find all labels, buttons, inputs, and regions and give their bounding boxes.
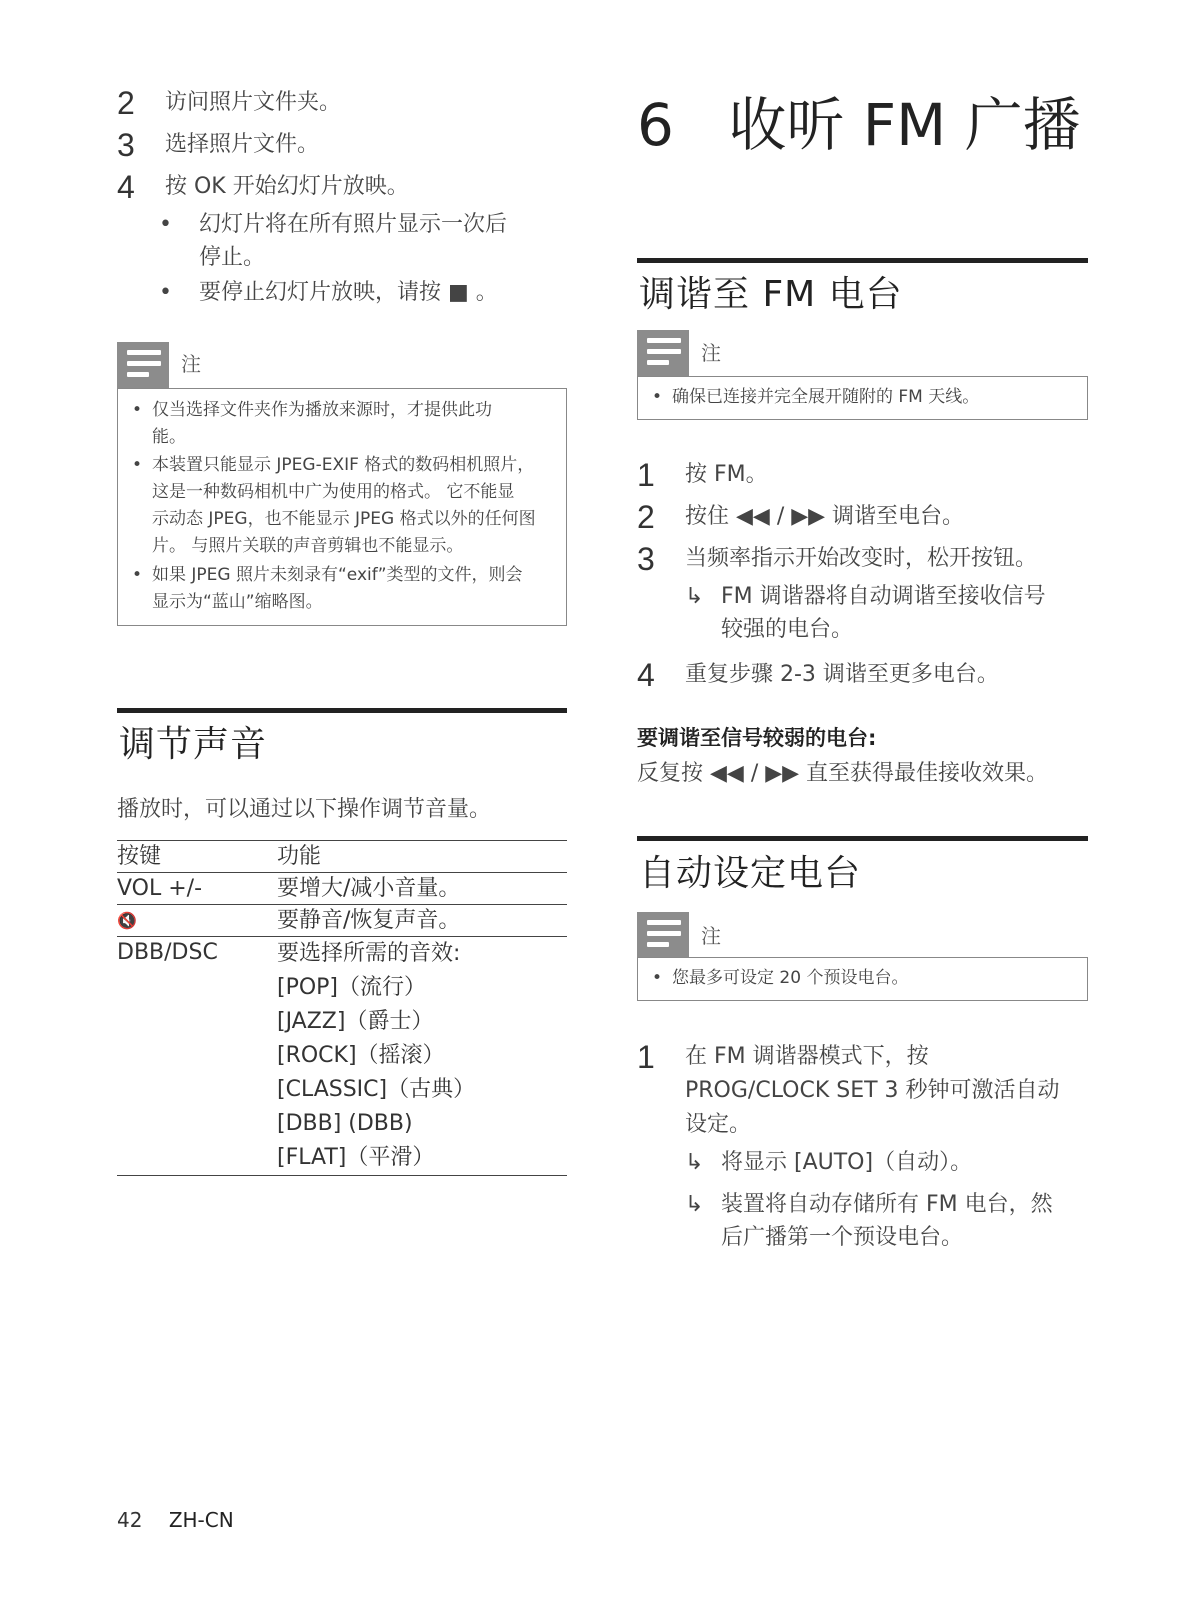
note-item-2 <box>132 452 536 560</box>
tune-heading: 调谐至 FM 电台 <box>639 274 903 315</box>
result-line: 较强的电台。 <box>721 617 854 642</box>
step-text: 按住 ◀◀ / ▶▶ 调谐至电台。 <box>685 504 965 529</box>
auto-step-1 <box>637 1040 1060 1142</box>
result-line: 将显示 [AUTO]（自动）。 <box>721 1150 973 1175</box>
tune-step-1 <box>637 458 768 492</box>
result-arrow-icon: ↳ <box>685 1192 704 1217</box>
bullet-icon: • <box>132 400 143 420</box>
auto-result-1 <box>685 1146 972 1179</box>
step-number: 2 <box>117 85 135 121</box>
page-number: 42 <box>117 1508 143 1532</box>
bullet-icon: • <box>132 565 143 585</box>
func-line: [POP]（流行） <box>277 975 427 1000</box>
step-line: 在 FM 调谐器模式下，按 <box>685 1044 929 1069</box>
chapter-number: 6 <box>637 91 674 159</box>
step3-result <box>685 580 1046 646</box>
func-line: [DBB] (DBB) <box>277 1111 413 1136</box>
sound-intro: 播放时，可以通过以下操作调节音量。 <box>117 797 492 822</box>
step-text: 访问照片文件夹。 <box>165 90 342 115</box>
bullet-icon: • <box>159 280 172 305</box>
language-code: ZH-CN <box>168 1508 234 1532</box>
step-text: 选择照片文件。 <box>165 132 320 157</box>
step-text: 按 OK 开始幻灯片放映。 <box>165 174 409 199</box>
note-icon <box>637 912 689 958</box>
bullet-text: 停止。 <box>199 245 266 270</box>
step-2 <box>117 86 341 120</box>
step4-bullet-1 <box>159 208 508 241</box>
func-line: [JAZZ]（爵士） <box>277 1009 434 1034</box>
table-func: 要静音/恢复声音。 <box>277 908 461 933</box>
result-line: FM 调谐器将自动调谐至接收信号 <box>721 584 1046 609</box>
step-3 <box>117 128 319 162</box>
bullet-text: 幻灯片将在所有照片显示一次后 <box>199 212 508 237</box>
table-header-func: 功能 <box>277 844 322 869</box>
note-label: 注 <box>701 924 721 948</box>
step-text <box>685 1040 1060 1142</box>
note-box <box>637 957 1088 1001</box>
table-key: DBB/DSC <box>117 940 218 965</box>
step-number: 1 <box>637 1039 655 1075</box>
section-rule <box>637 258 1088 263</box>
table-func <box>277 937 567 1176</box>
result-arrow-icon: ↳ <box>685 1150 704 1175</box>
tune-step-2 <box>637 500 964 534</box>
bullet-icon: • <box>652 387 663 407</box>
page-footer <box>117 1508 234 1532</box>
table-key: VOL +/- <box>117 876 203 901</box>
note-line: 您最多可设定 20 个预设电台。 <box>672 968 909 988</box>
note-line: 如果 JPEG 照片未刻录有“exif”类型的文件，则会 <box>152 565 523 585</box>
note-item-3 <box>132 562 523 616</box>
note-line: 示动态 JPEG，也不能显示 JPEG 格式以外的任何图 <box>152 509 536 529</box>
step-number: 3 <box>117 127 135 163</box>
step-text: 当频率指示开始改变时，松开按钮。 <box>685 546 1038 571</box>
note-label: 注 <box>181 352 201 376</box>
note-icon <box>637 330 689 376</box>
weak-signal-text: 反复按 ◀◀ / ▶▶ 直至获得最佳接收效果。 <box>637 761 1049 786</box>
func-line: [ROCK]（摇滚） <box>277 1043 445 1068</box>
result-line: 装置将自动存储所有 FM 电台，然 <box>721 1192 1053 1217</box>
bullet-text: 要停止幻灯片放映，请按 ■ 。 <box>199 280 498 305</box>
note-item <box>652 384 980 411</box>
mute-icon: 🔇 <box>117 911 137 930</box>
note-line: 显示为“蓝山”缩略图。 <box>152 592 323 612</box>
result-line: 后广播第一个预设电台。 <box>721 1225 964 1250</box>
tune-step-3 <box>637 542 1037 576</box>
note-icon <box>117 342 169 388</box>
step-number: 2 <box>637 499 655 535</box>
table-row <box>117 873 567 905</box>
key-function-table <box>117 840 567 1176</box>
note-line: 这是一种数码相机中广为使用的格式。 它不能显 <box>152 482 515 502</box>
func-line: [CLASSIC]（古典） <box>277 1077 476 1102</box>
section-rule <box>117 708 567 713</box>
tune-step-4 <box>637 658 999 692</box>
note-label: 注 <box>701 341 721 365</box>
sound-heading: 调节声音 <box>119 724 268 765</box>
note-line: 片。 与照片关联的声音剪辑也不能显示。 <box>152 536 464 556</box>
auto-heading: 自动设定电台 <box>639 853 862 894</box>
bullet-icon: • <box>652 968 663 988</box>
step-text: 按 FM。 <box>685 462 768 487</box>
note-box <box>637 376 1088 420</box>
step-line: PROG/CLOCK SET 3 秒钟可激活自动 <box>685 1078 1060 1103</box>
table-func: 要增大/减小音量。 <box>277 876 461 901</box>
step4-bullet-2 <box>159 276 498 309</box>
step-line: 设定。 <box>685 1112 752 1137</box>
table-header-key: 按键 <box>117 844 162 869</box>
step4-bullet-1-cont <box>199 241 265 274</box>
bullet-icon: • <box>132 455 143 475</box>
table-row <box>117 905 567 937</box>
auto-result-2 <box>685 1188 1053 1254</box>
result-arrow-icon: ↳ <box>685 584 704 609</box>
note-item-1 <box>132 397 492 451</box>
table-row <box>117 937 567 1176</box>
bullet-icon: • <box>159 212 172 237</box>
note-line: 仅当选择文件夹作为播放来源时，才提供此功 <box>152 400 492 420</box>
step-text: 重复步骤 2-3 调谐至更多电台。 <box>685 662 999 687</box>
func-line: [FLAT]（平滑） <box>277 1145 435 1170</box>
note-line: 本装置只能显示 JPEG-EXIF 格式的数码相机照片， <box>152 455 535 475</box>
weak-signal-heading: 要调谐至信号较弱的电台: <box>637 726 877 750</box>
section-rule <box>637 836 1088 841</box>
step-4 <box>117 170 409 204</box>
func-line: 要选择所需的音效: <box>277 941 461 966</box>
step-number: 1 <box>637 457 655 493</box>
note-item <box>652 965 909 992</box>
table-header-row <box>117 841 567 873</box>
note-line: 能。 <box>152 427 186 447</box>
note-box <box>117 388 567 626</box>
step-number: 4 <box>117 169 135 205</box>
chapter-name: 收听 FM 广播 <box>728 91 1081 159</box>
note-line: 确保已连接并完全展开随附的 FM 天线。 <box>672 387 980 407</box>
step-number: 3 <box>637 541 655 577</box>
step-number: 4 <box>637 657 655 693</box>
chapter-title <box>637 78 1081 162</box>
